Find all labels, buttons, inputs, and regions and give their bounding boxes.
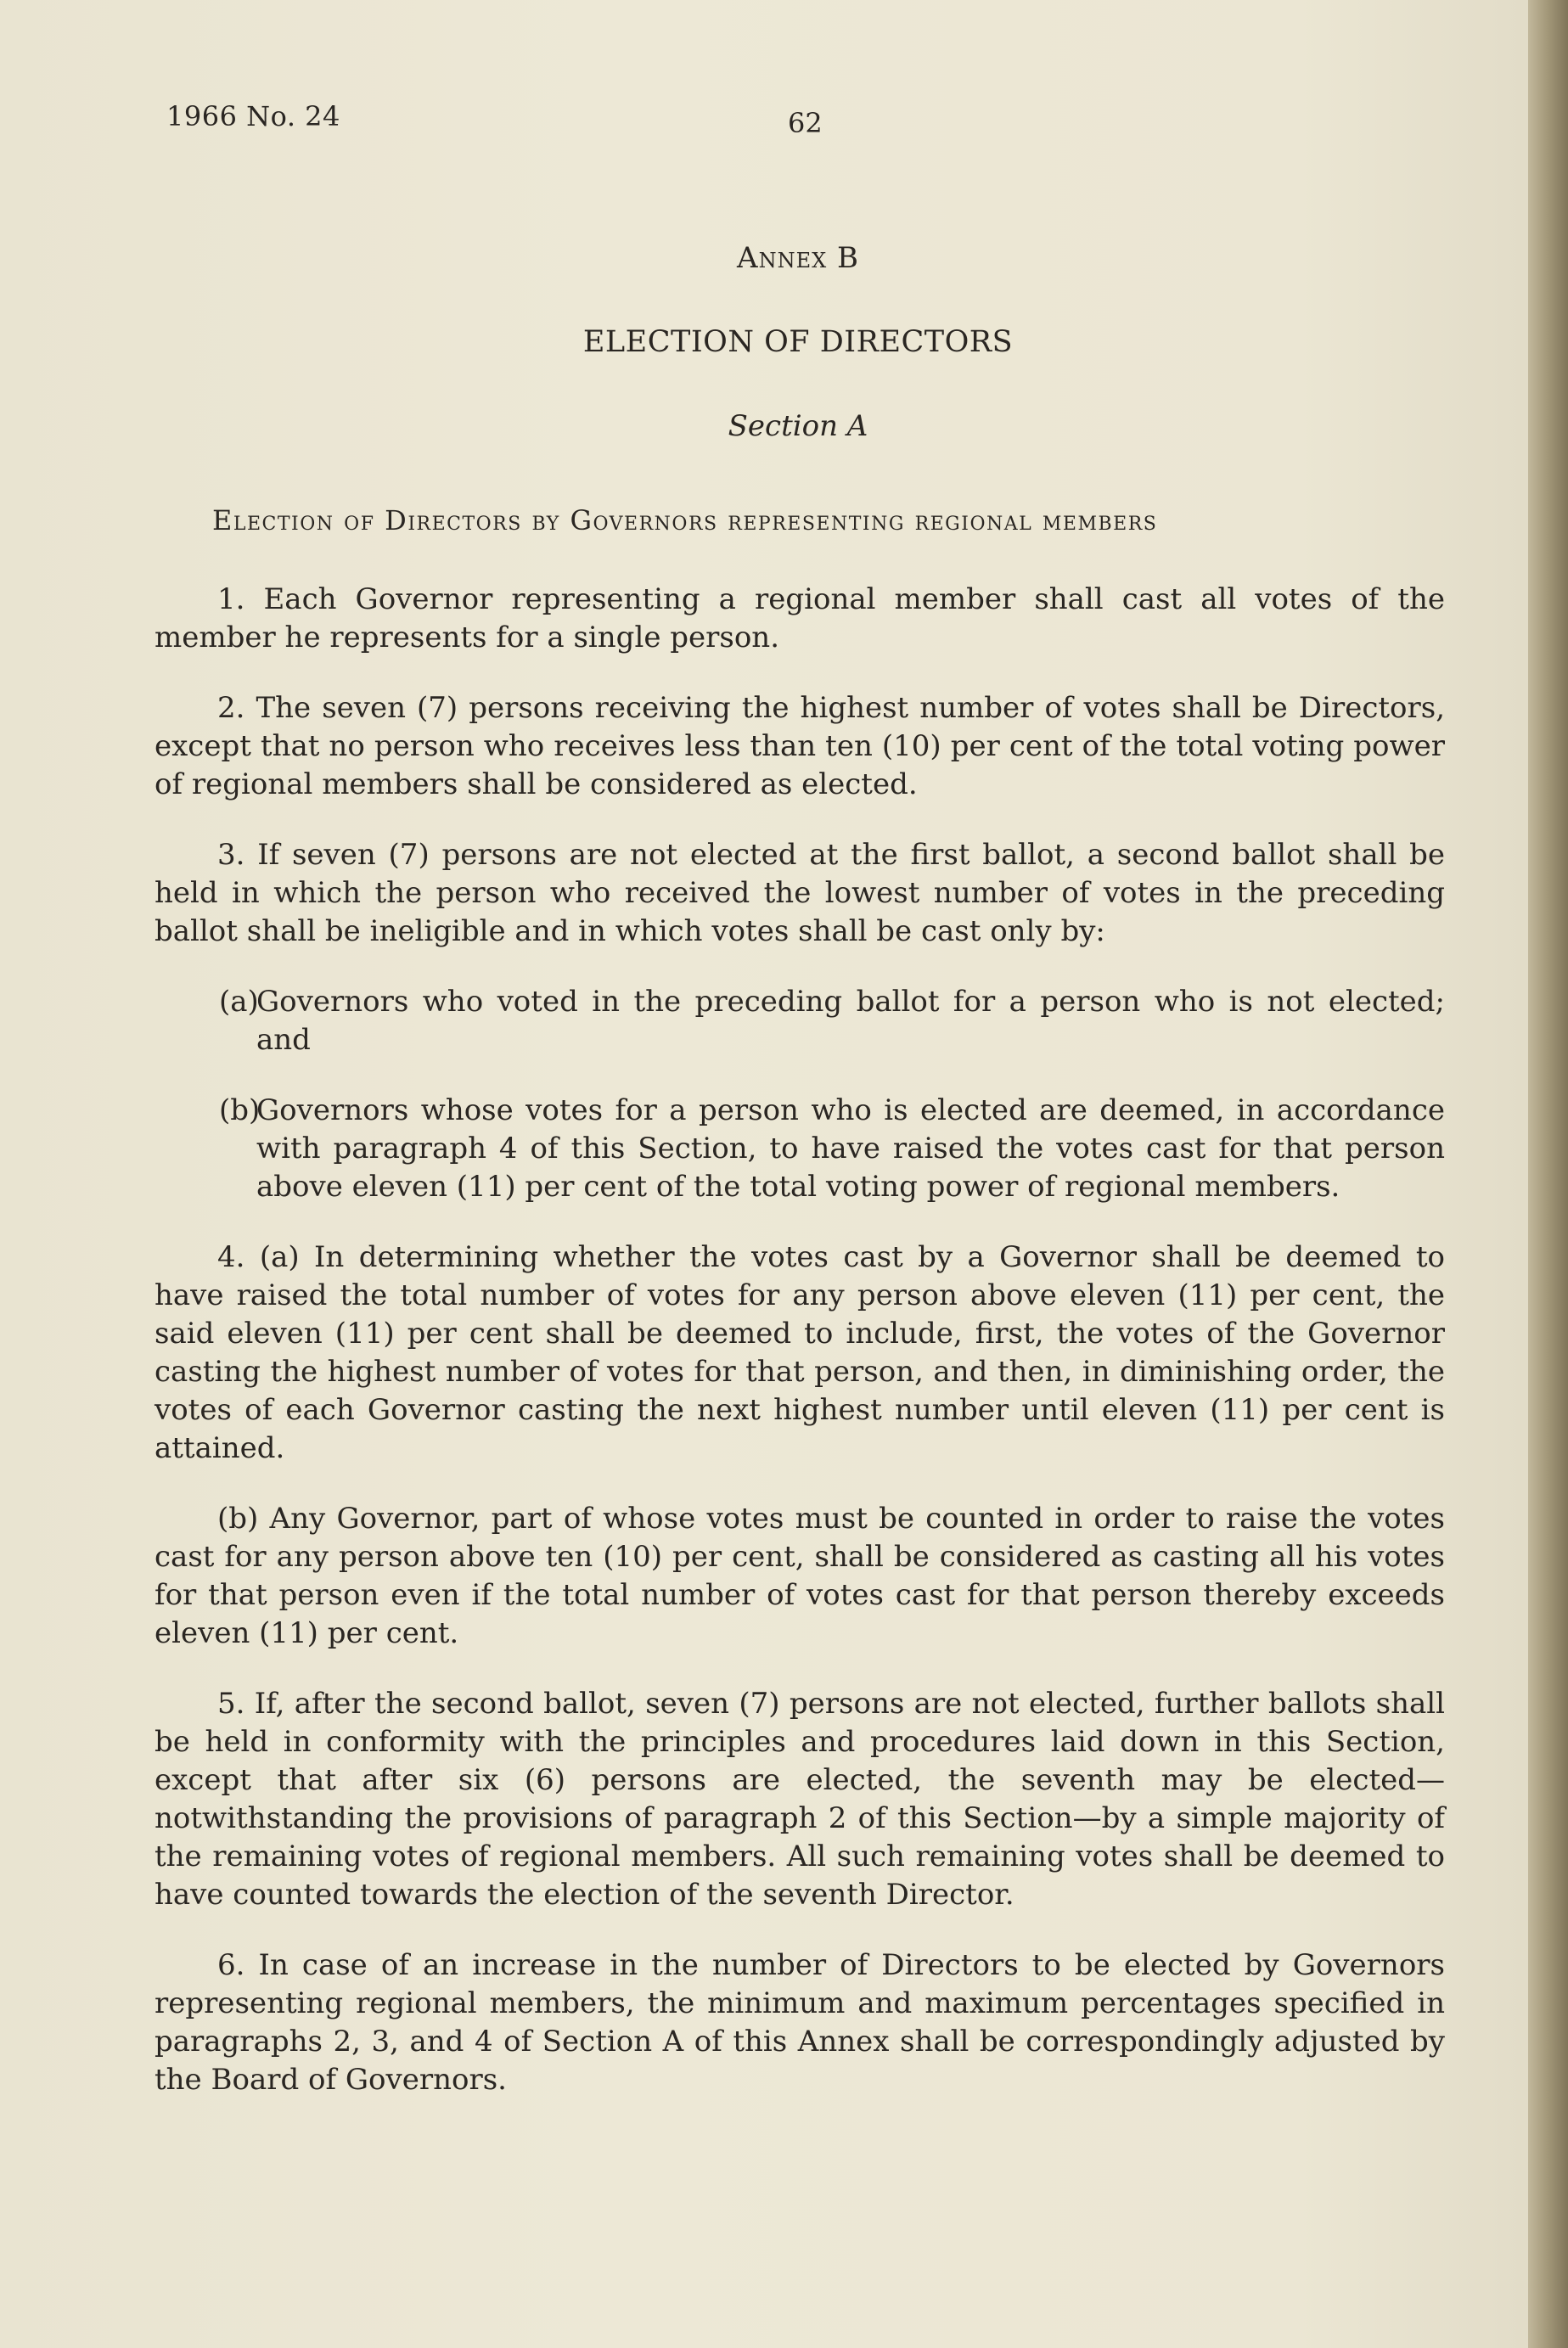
page-number: 62 (788, 107, 823, 139)
section-title: Section A (728, 409, 868, 443)
item-label: (a) (219, 985, 259, 1019)
annex-title: Annex B (737, 241, 859, 275)
paragraph-6: 6. In case of an increase in the number of Directors to be elected by Governors representing regional members, the minimum and maximum percentages specified in paragraphs 2, 3, and 4 of Section A of this Annex shall be correspondingly adjusted by the Board of Governors. (155, 1948, 1445, 2097)
paragraph-1: 1. Each Governor representing a regional member shall cast all votes of the member he represents for a single person. (155, 582, 1445, 654)
paragraph-3: 3. If seven (7) persons are not elected at the first ballot, a second ballot shall be held in which the person who received the lowest number of votes in the preceding ballot shall be ineligible and in which votes shall be cast only by: (155, 838, 1445, 948)
item-label: (b) (219, 1093, 261, 1127)
book-binding-edge (1528, 0, 1568, 2348)
document-body (155, 581, 1445, 2132)
paragraph-3a (219, 983, 1445, 1059)
paragraph-2: 2. The seven (7) persons receiving the highest number of votes shall be Directors, except that no person who receives less than ten (10) per cent of the total voting power of regional members shall be considered as elected. (155, 691, 1445, 801)
paragraph-5: 5. If, after the second ballot, seven (7) persons are not elected, further ballots shall be held in conformity with the principles and procedures laid down in this Section, except that after six (6) persons are elected, the seventh may be elected—notwithstanding the provisions of paragraph 2 of this Section—by a simple majority of the remaining votes of regional members. All such remaining votes shall be deemed to have counted towards the election of the seventh Director. (155, 1687, 1445, 1912)
paragraph-4b: (b) Any Governor, part of whose votes must be counted in order to raise the votes cast for any person above ten (10) per cent, shall be considered as casting all his votes for that person even if the total number of votes cast for that person thereby exceeds eleven (11) per cent. (155, 1502, 1445, 1650)
election-title: ELECTION OF DIRECTORS (582, 325, 1014, 359)
item-text: Governors who voted in the preceding ballot for a person who is not elected; and (256, 985, 1445, 1057)
section-subtitle: Election of Directors by Governors representing regional members (212, 504, 1158, 536)
paragraph-3b (219, 1092, 1445, 1206)
header-act-reference: 1966 No. 24 (166, 100, 340, 132)
item-text: Governors whose votes for a person who is elected are deemed, in accordance with paragraph 4 of this Section, to have raised the votes cast for that person above eleven (11) per cent of the total voting power of regional members. (256, 1093, 1445, 1204)
paragraph-4a: 4. (a) In determining whether the votes cast by a Governor shall be deemed to have raised the total number of votes for any person above eleven (11) per cent, the said eleven (11) per cent shall be deemed to include, first, the votes of the Governor casting the highest number of votes for that person, and then, in diminishing order, the votes of each Governor casting the next highest number until eleven (11) per cent is attained. (155, 1240, 1445, 1465)
